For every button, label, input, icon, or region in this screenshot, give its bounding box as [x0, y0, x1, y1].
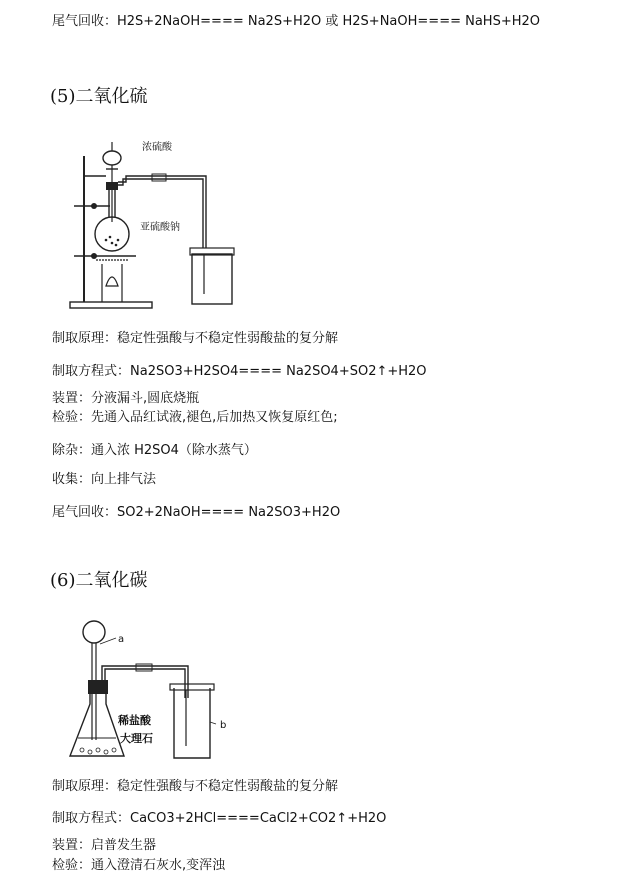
label-marble: 大理石 — [120, 732, 153, 745]
so2-apparatus-line: 装置：分液漏斗,圆底烧瓶 — [52, 391, 200, 406]
co2-equation-line: 制取方程式：CaCO3+2HCl====CaCl2+CO2↑+H2O — [52, 811, 387, 826]
so2-tail-gas-line: 尾气回收：SO2+2NaOH==== Na2SO3+H2O — [52, 505, 341, 520]
h2s-tail-gas-line: 尾气回收：H2S+2NaOH==== Na2S+H2O 或 H2S+NaOH==== NaHS+H2O — [52, 14, 540, 29]
co2-principle-line: 制取原理：稳定性强酸与不稳定性弱酸盐的复分解 — [52, 779, 339, 794]
so2-apparatus-figure — [66, 136, 256, 314]
so2-collect-line: 收集：向上排气法 — [52, 472, 157, 487]
label-sodium-sulfite: 亚硫酸钠 — [140, 222, 180, 233]
so2-test-line: 检验：先通入品红试液,褪色,后加热又恢复原红色; — [52, 410, 338, 425]
so2-equation-line: 制取方程式：Na2SO3+H2SO4==== Na2SO4+SO2↑+H2O — [52, 364, 427, 379]
label-conc-sulfuric-acid: 浓硫酸 — [142, 142, 172, 153]
label-dilute-hcl: 稀盐酸 — [118, 714, 151, 727]
so2-section-heading: (5)二氧化硫 — [50, 86, 148, 107]
so2-purify-line: 除杂：通入浓 H2SO4（除水蒸气） — [52, 443, 257, 458]
co2-apparatus-line: 装置：启普发生器 — [52, 838, 157, 853]
so2-principle-line: 制取原理：稳定性强酸与不稳定性弱酸盐的复分解 — [52, 331, 339, 346]
co2-test-line: 检验：通入澄清石灰水,变浑浊 — [52, 858, 226, 873]
co2-section-heading: (6)二氧化碳 — [50, 570, 148, 591]
co2-apparatus-figure — [64, 618, 244, 766]
label-a: a — [118, 634, 125, 645]
label-b: b — [220, 720, 227, 731]
